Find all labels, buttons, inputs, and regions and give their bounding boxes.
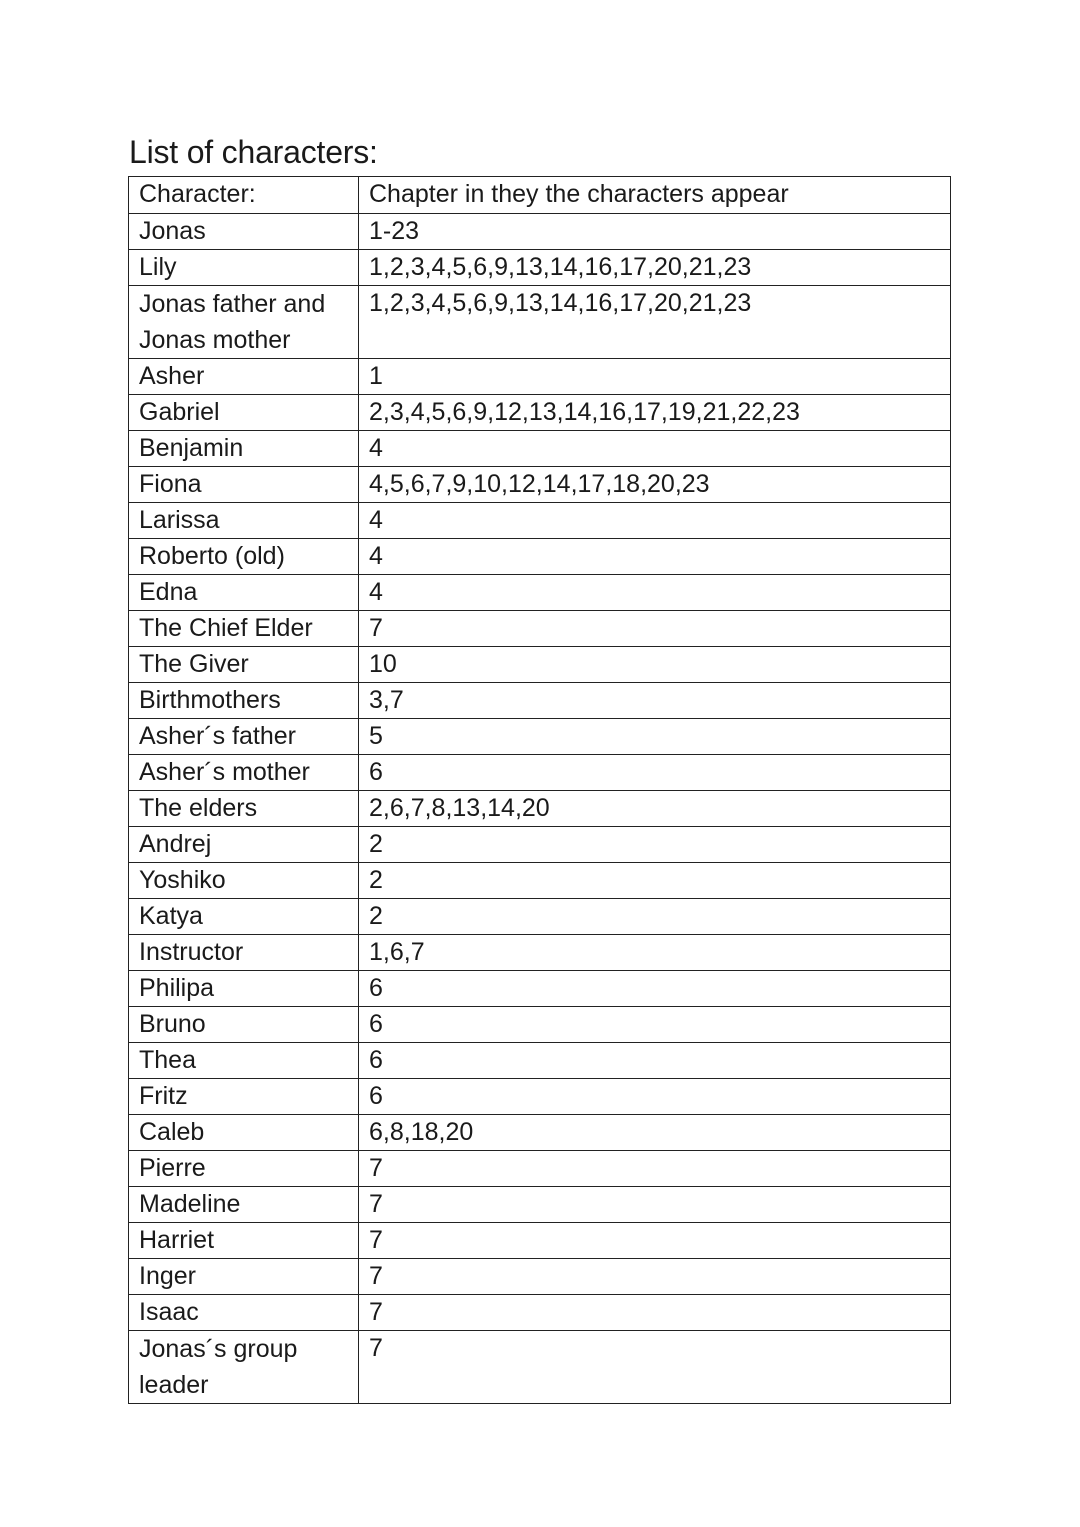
character-name-cell: Harriet xyxy=(129,1223,359,1259)
character-name-cell: Fiona xyxy=(129,467,359,503)
chapters-cell: 2,6,7,8,13,14,20 xyxy=(359,791,951,827)
chapters-cell: 1 xyxy=(359,359,951,395)
chapters-cell: 7 xyxy=(359,1295,951,1331)
chapters-cell: 2 xyxy=(359,899,951,935)
chapters-cell: 4,5,6,7,9,10,12,14,17,18,20,23 xyxy=(359,467,951,503)
table-row xyxy=(129,286,951,359)
character-name-cell: Jonas´s group leader xyxy=(129,1331,359,1404)
table-row xyxy=(129,359,951,395)
table-row xyxy=(129,431,951,467)
column-header-chapters: Chapter in they the characters appear xyxy=(359,177,951,214)
character-name-cell: Pierre xyxy=(129,1151,359,1187)
table-row xyxy=(129,827,951,863)
character-name-cell: Madeline xyxy=(129,1187,359,1223)
chapters-cell: 2 xyxy=(359,863,951,899)
table-row xyxy=(129,503,951,539)
character-name-cell: Gabriel xyxy=(129,395,359,431)
character-name-cell: Jonas xyxy=(129,214,359,250)
table-row xyxy=(129,1331,951,1404)
table-row xyxy=(129,863,951,899)
table-header-row xyxy=(129,177,951,214)
table-row xyxy=(129,1115,951,1151)
table-row xyxy=(129,971,951,1007)
chapters-cell: 7 xyxy=(359,1151,951,1187)
character-name-cell: Benjamin xyxy=(129,431,359,467)
character-name-cell: Edna xyxy=(129,575,359,611)
character-name-cell: Thea xyxy=(129,1043,359,1079)
table-row xyxy=(129,1259,951,1295)
table-row xyxy=(129,1151,951,1187)
character-name-cell: The elders xyxy=(129,791,359,827)
chapters-cell: 2,3,4,5,6,9,12,13,14,16,17,19,21,22,23 xyxy=(359,395,951,431)
chapters-cell: 7 xyxy=(359,1259,951,1295)
chapters-cell: 1-23 xyxy=(359,214,951,250)
character-name-cell: The Giver xyxy=(129,647,359,683)
table-row xyxy=(129,395,951,431)
table-row xyxy=(129,1079,951,1115)
chapters-cell: 6 xyxy=(359,755,951,791)
table-row xyxy=(129,755,951,791)
table-row xyxy=(129,719,951,755)
chapters-cell: 1,2,3,4,5,6,9,13,14,16,17,20,21,23 xyxy=(359,250,951,286)
character-name-cell: Fritz xyxy=(129,1079,359,1115)
character-name-cell: Birthmothers xyxy=(129,683,359,719)
chapters-cell: 2 xyxy=(359,827,951,863)
table-row xyxy=(129,935,951,971)
chapters-cell: 3,7 xyxy=(359,683,951,719)
character-name-cell: Asher´s mother xyxy=(129,755,359,791)
chapters-cell: 10 xyxy=(359,647,951,683)
character-name-cell: Lily xyxy=(129,250,359,286)
character-name-cell: Philipa xyxy=(129,971,359,1007)
table-row xyxy=(129,647,951,683)
characters-table xyxy=(128,176,951,1404)
chapters-cell: 6 xyxy=(359,1079,951,1115)
page-title: List of characters: xyxy=(129,134,378,170)
character-name-cell: Andrej xyxy=(129,827,359,863)
table-body xyxy=(129,214,951,1404)
table-row xyxy=(129,683,951,719)
chapters-cell: 1,6,7 xyxy=(359,935,951,971)
chapters-cell: 7 xyxy=(359,611,951,647)
chapters-cell: 7 xyxy=(359,1223,951,1259)
table-row xyxy=(129,1295,951,1331)
chapters-cell: 7 xyxy=(359,1187,951,1223)
table-row xyxy=(129,467,951,503)
character-name-cell: Katya xyxy=(129,899,359,935)
chapters-cell: 4 xyxy=(359,431,951,467)
table-row xyxy=(129,539,951,575)
chapters-cell: 6 xyxy=(359,971,951,1007)
chapters-cell: 4 xyxy=(359,575,951,611)
table-row xyxy=(129,1007,951,1043)
chapters-cell: 6 xyxy=(359,1007,951,1043)
chapters-cell: 1,2,3,4,5,6,9,13,14,16,17,20,21,23 xyxy=(359,286,951,359)
character-name-cell: Asher xyxy=(129,359,359,395)
table-row xyxy=(129,575,951,611)
character-name-cell: Roberto (old) xyxy=(129,539,359,575)
character-name-cell: Bruno xyxy=(129,1007,359,1043)
table-row xyxy=(129,214,951,250)
character-name-cell: Larissa xyxy=(129,503,359,539)
table-row xyxy=(129,791,951,827)
character-name-cell: Isaac xyxy=(129,1295,359,1331)
chapters-cell: 4 xyxy=(359,503,951,539)
column-header-character: Character: xyxy=(129,177,359,214)
table-row xyxy=(129,250,951,286)
chapters-cell: 5 xyxy=(359,719,951,755)
character-name-cell: The Chief Elder xyxy=(129,611,359,647)
table-row xyxy=(129,1223,951,1259)
chapters-cell: 6 xyxy=(359,1043,951,1079)
character-name-cell: Instructor xyxy=(129,935,359,971)
chapters-cell: 7 xyxy=(359,1331,951,1404)
chapters-cell: 6,8,18,20 xyxy=(359,1115,951,1151)
character-name-cell: Yoshiko xyxy=(129,863,359,899)
character-name-cell: Asher´s father xyxy=(129,719,359,755)
table-row xyxy=(129,899,951,935)
character-name-cell: Jonas father and Jonas mother xyxy=(129,286,359,359)
chapters-cell: 4 xyxy=(359,539,951,575)
table-row xyxy=(129,1187,951,1223)
character-name-cell: Inger xyxy=(129,1259,359,1295)
table-row xyxy=(129,611,951,647)
character-name-cell: Caleb xyxy=(129,1115,359,1151)
table-row xyxy=(129,1043,951,1079)
